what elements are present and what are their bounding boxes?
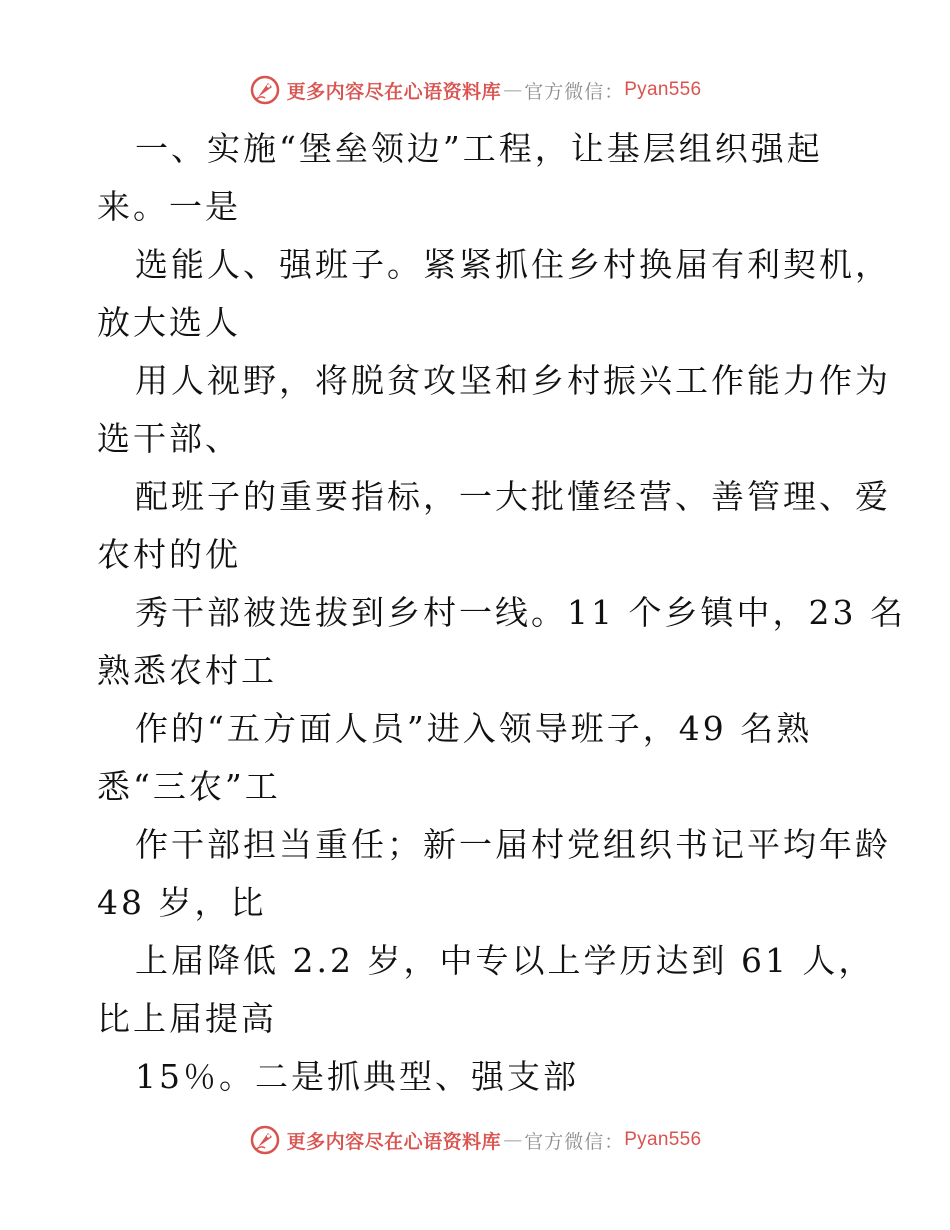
- pen-nib-logo-icon: [249, 1124, 281, 1156]
- footer-wechat-id: Pyan556: [624, 1129, 702, 1150]
- text-line: 一、实施“堡垒领边”工程，让基层组织强起: [135, 129, 823, 168]
- footer-brand-text: 更多内容尽在心语资料库: [286, 1130, 502, 1153]
- text-line: 来。一是: [97, 187, 241, 226]
- text-line: 用人视野，将脱贫攻坚和乡村振兴工作能力作为: [135, 361, 891, 400]
- document-body: [97, 120, 906, 1106]
- footer-dash: —: [503, 1129, 523, 1151]
- header-subtitle: 官方微信：: [524, 80, 625, 103]
- text-line: 48 岁，比: [97, 883, 267, 922]
- text-line: 选干部、: [97, 419, 241, 458]
- text-line: 放大选人: [97, 303, 241, 342]
- text-line: 比上届提高: [97, 999, 277, 1038]
- text-line: 选能人、强班子。紧紧抓住乡村换届有利契机，: [135, 245, 891, 284]
- text-line: 秀干部被选拔到乡村一线。11 个乡镇中，23 名: [135, 593, 906, 632]
- text-line: 熟悉农村工: [97, 651, 277, 690]
- text-line: 农村的优: [97, 535, 241, 574]
- text-line: 15％。二是抓典型、强支部: [135, 1057, 579, 1096]
- header-brand-text: 更多内容尽在心语资料库: [286, 80, 502, 103]
- text-line: 上届降低 2.2 岁，中专以上学历达到 61 人，: [135, 941, 875, 980]
- pen-nib-logo-icon: [249, 74, 281, 106]
- footer-subtitle: 官方微信：: [524, 1130, 625, 1153]
- text-line: 作的“五方面人员”进入领导班子，49 名熟: [135, 709, 813, 748]
- text-line: 配班子的重要指标，一大批懂经营、善管理、爱: [135, 477, 891, 516]
- header-dash: —: [503, 79, 523, 101]
- header-banner: [0, 70, 950, 110]
- text-line: 作干部担当重任；新一届村党组织书记平均年龄: [135, 825, 891, 864]
- text-line: 悉“三农”工: [97, 767, 281, 806]
- header-wechat-id: Pyan556: [624, 79, 702, 100]
- footer-banner: [0, 1120, 950, 1160]
